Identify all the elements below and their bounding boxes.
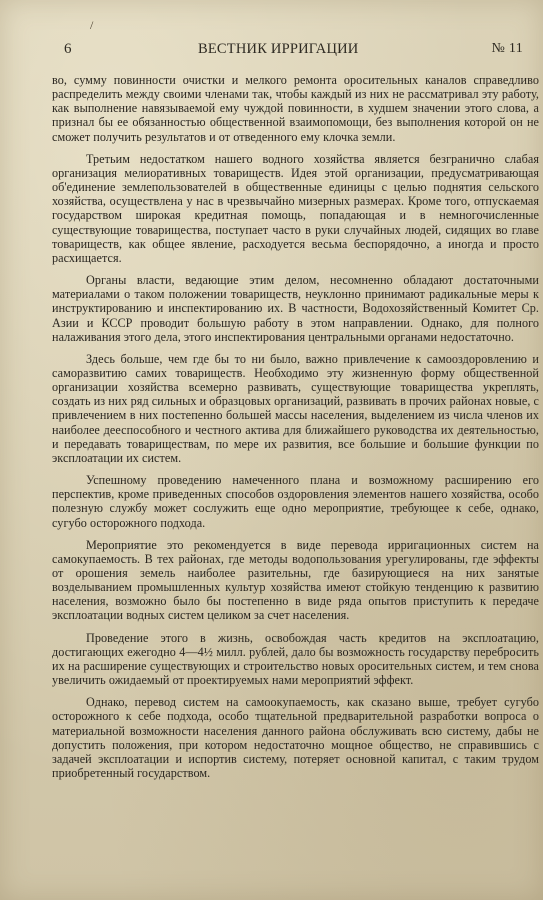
article-body	[52, 73, 539, 788]
paragraph-self-sufficiency: Мероприятие это рекомендуется в виде перевода ирригационных систем на самокупаемость. В тех районах, где методы водопользования урегулированы, где эффекты от орошения земель наиболее разительны, где базирующиеся на них занятые возделыванием промышленных культур хозяйства имеют стойкую тенденцию к развитию населения, возможно было бы постепенно в виде ряда опытов приступить к передаче эксплоатации водных систем целиком за счет населения.	[52, 537, 539, 623]
journal-title: ВЕСТНИК ИРРИГАЦИИ	[198, 41, 359, 57]
running-header	[60, 41, 525, 61]
issue-number: № 11	[491, 41, 523, 56]
paragraph-third-shortcoming: Третьим недостатком нашего водного хозяйства является безгранично слабая организация мелиоративных товариществ. Идея этой организации, предусматривающая об'единение землепользователей в общественные единицы с целью поднятия сельского хозяйства, осуществлена у нас в чрезвычайно мизерных размерах. Кроме того, отпускаемая государством широкая кредитная помощь, попадающая и в немногочисленные существующие товарищества, поступает часто в руки случайных людей, сидящих во главе товариществ, как общее явление, расходуется весьма беспорядочно, а иногда и просто расхищается.	[52, 151, 539, 265]
paragraph-self-improvement: Здесь больше, чем где бы то ни было, важно привлечение к самооздоровлению и саморазвитию самих товариществ. Необходимо эту жизненную форму общественной организации хозяйства всемерно развивать, существующие товарищества укреплять, создать из них ряд сильных и образцовых организаций, развивать в прочих районах новые, с привлечением в них постепенно большей массы населения, выделением из числа членов их наиболее дееспособного и честного актива для ближайшего руководства их деятельностью, и передавать товариществам, по мере их развития, все большие и большие функции по эксплоатации их систем.	[52, 351, 539, 465]
paragraph-caution: Однако, перевод систем на самоокупаемость, как сказано выше, требует сугубо осторожного к себе подхода, особо тщательной предварительной разработки вопроса о материальной возможности населения данного района обслуживать всю систему, дабы не допустить положения, при котором недостаточно мощное общество, не справившись с задачей эксплоатации и испортив систему, потеряет основной капитал, с таким трудом приобретенный государством.	[52, 695, 539, 781]
paragraph-successful-plan: Успешному проведению намеченного плана и возможному расширению его перспектив, кроме приведенных способов оздоровления элементов нашего хозяйства, особо полезную службу может сослужить еще одно мероприятие, требующее к себе, однако, сугубо осторожного подхода.	[52, 473, 539, 530]
page-number: 6	[64, 41, 72, 57]
paragraph-continuation: во, сумму повинности очистки и мелкого ремонта оросительных каналов справедливо распределить между своими членами так, чтобы каждый из них не рассматривал эту работу, как выполнение навязываемой ему чуждой повинности, в худшем значении этого слова, а признал бы ее обязанностью общественной взаимопомощи, без выполнения которой он не сможет получить результатов и от отведенного ему клочка земли.	[52, 73, 539, 144]
margin-mark-icon: /	[90, 18, 94, 32]
paragraph-implementation: Проведение этого в жизнь, освобождая часть кредитов на эксплоатацию, достигающих ежегодно 4—4½ милл. рублей, дало бы возможность государству перебросить их на расширение существующих и строительство новых оросительных систем, и тем снова увеличить ожидаемый от проектируемых нами мероприятий эффект.	[52, 630, 539, 688]
paragraph-authorities: Органы власти, ведающие этим делом, несомненно обладают достаточными материалами о таком положении товариществ, неуклонно принимают радикальные меры к инструктированию и инспектированию их. В частности, Водохозяйственный Комитет Ср. Азии и КССР проводит большую работу в этом направлении. Однако, для полного налаживания этого дела, этого инспектирования центральными органами недостаточно.	[52, 273, 539, 344]
